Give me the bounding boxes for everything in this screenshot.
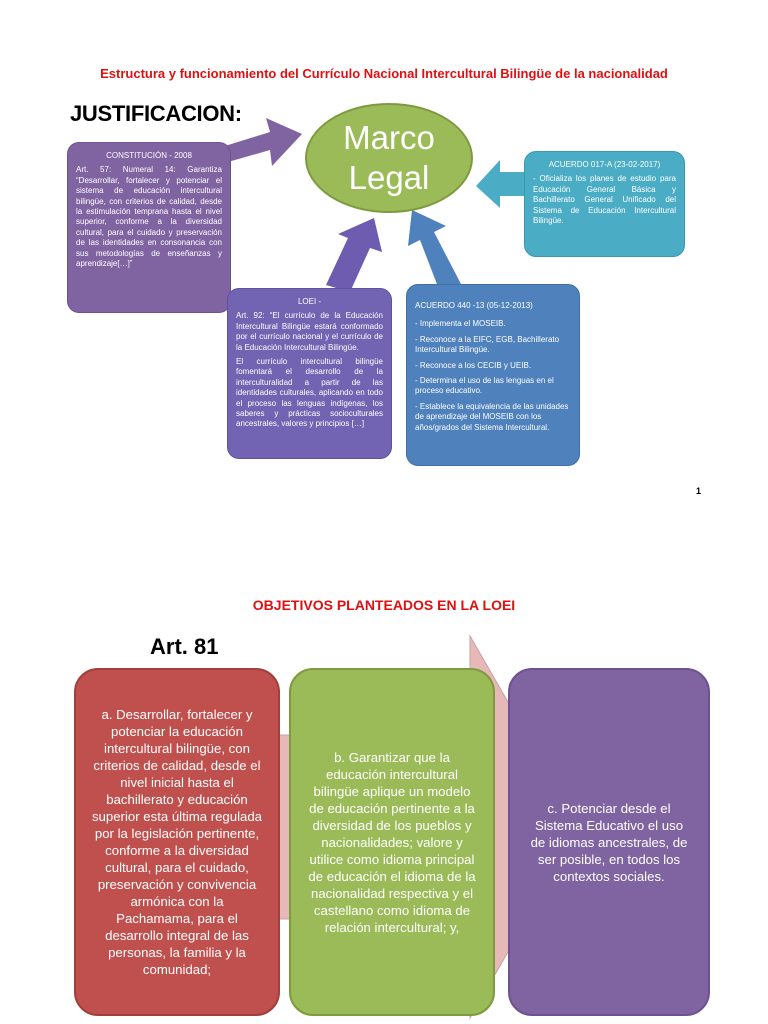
justificacion-heading: JUSTIFICACION: [70, 101, 242, 126]
page-number: 1 [696, 486, 702, 496]
objective-b-card [289, 668, 495, 1016]
acuerdo-017-box [524, 151, 685, 257]
list-item: - Establece la equivalencia de las unidades de aprendizaje del MOSEIB con los años/grados del Sistema Intercultural. [415, 401, 569, 432]
objective-c-text: c. Potenciar desde el Sistema Educativo el uso de idiomas ancestrales, de ser posible, en todos los contextos sociales. [530, 800, 688, 884]
loei-heading: LOEI - [297, 297, 322, 306]
article-heading: Art. 81 [150, 634, 219, 659]
arrow-up-icon [326, 218, 382, 292]
acuerdo-440-heading: ACUERDO 440 -13 (05-12-2013) [415, 301, 533, 310]
objective-a-card [74, 668, 280, 1016]
list-item: - Determina el uso de las lenguas en el proceso educativo. [415, 376, 554, 396]
constitucion-body: Art. 57: Numeral 14: Garantiza “Desarrollar, fortalecer y potenciar el sistema de educación intercultural bilingüe, con criterios de calidad, desde la estimulación temprana hasta el nivel superior, conforme a la diversidad cultural, para el cuidado y preservación de las identidades en consonancia con sus metodologías de enseñanzas y aprendizaje[…]” [76, 165, 222, 269]
arrow-up-icon [408, 210, 462, 292]
document-title: Estructura y funcionamiento del Currículo Nacional Intercultural Bilingüe de la nacionalidad [100, 66, 668, 81]
constitucion-heading: CONSTITUCIÓN - 2008 [106, 151, 192, 160]
loei-box [227, 288, 392, 459]
list-item: - Reconoce a los CECIB y UEIB. [415, 360, 532, 370]
objective-a-text: a. Desarrollar, fortalecer y potenciar la educación intercultural bilingüe, con criterios de calidad, desde el nivel inicial hasta el bachillerato y educación superior esta última regulada por la legislación pertinente, conforme a la diversidad cultural, para el cuidado, preservación y convivencia armónica con la Pachamama, para el desarrollo integral de las personas, la familia y la comunidad; [91, 707, 263, 977]
marco-legal-label: Marco Legal [343, 119, 435, 196]
loei-paragraph-2: El currículo intercultural bilingüe fomentará el desarrollo de la interculturalidad a partir de las identidades culturales, aplicando en todo el proceso las lenguas indígenas, los saberes y prácticas socioculturales ancestrales, valores y principios […] [236, 357, 383, 429]
acuerdo-017-heading: ACUERDO 017-A (23-02-2017) [548, 160, 661, 169]
objective-c-card [508, 668, 710, 1016]
objective-b-text: b. Garantizar que la educación intercultural bilingüe aplique un modelo de educación pertinente a la diversidad de los pueblos y nacionalidades; valore y utilice como idioma principal de educación el idioma de la nacionalidad respectiva y el castellano como idioma de relación intercultural; y, [308, 749, 476, 935]
acuerdo-440-box [406, 284, 580, 466]
list-item: - Reconoce a la EIFC, EGB, Bachillerato Intercultural Bilingüe. [415, 334, 560, 355]
constitucion-box [67, 142, 231, 313]
arrow-left-icon [476, 160, 530, 208]
objetivos-title: OBJETIVOS PLANTEADOS EN LA LOEI [252, 597, 516, 613]
loei-paragraph-1: Art. 92: “El currículo de la Educación Intercultural Bilingüe estará conformado por el currículo nacional y el currículo de la Educación Intercultural Bilingüe. [236, 311, 383, 352]
marco-legal-node [305, 103, 473, 213]
list-item: - Implementa el MOSEIB. [415, 319, 506, 329]
acuerdo-017-body: - Oficializa los planes de estudio para Educación General Básica y Bachillerato General Unificado del Sistema de Educación Intercultural Bilingüe. [533, 174, 676, 226]
acuerdo-440-list [415, 319, 571, 433]
